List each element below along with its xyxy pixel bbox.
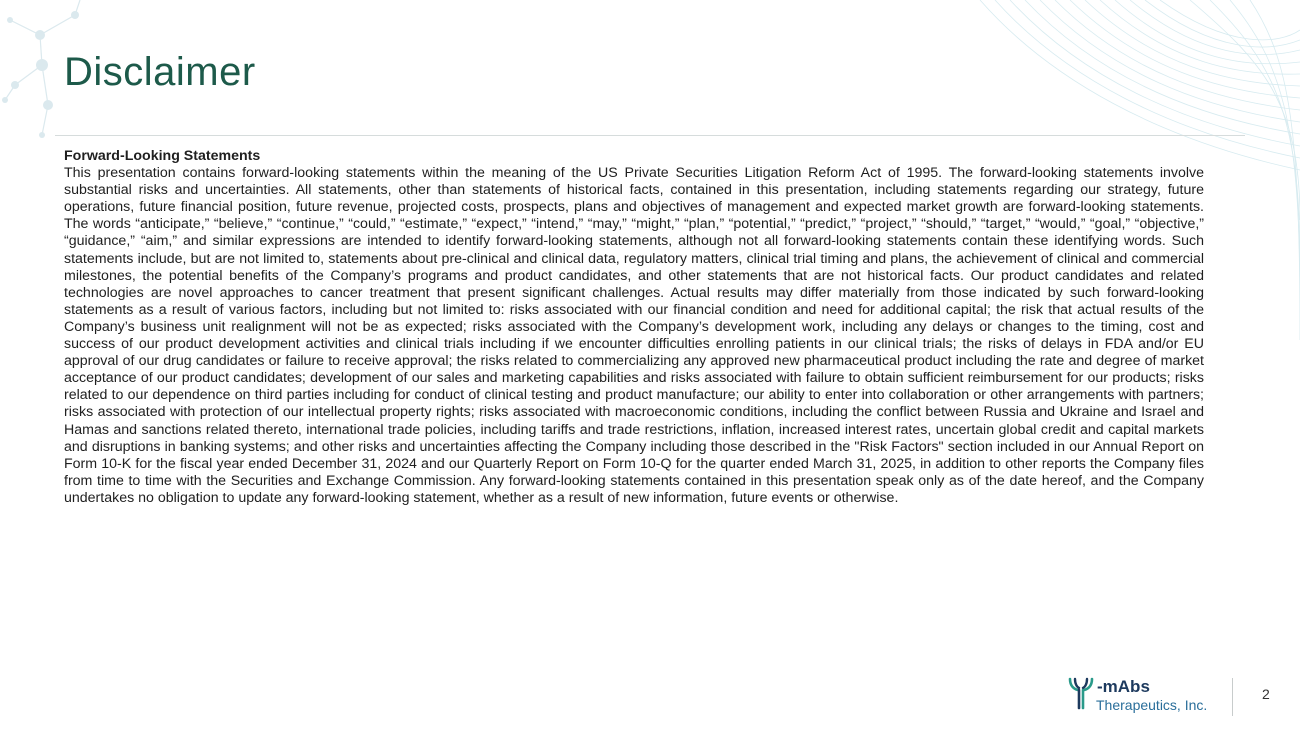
page-number: 2 — [1262, 686, 1270, 702]
page-title: Disclaimer — [64, 50, 256, 94]
title-divider — [55, 135, 1245, 136]
logo-name: -mAbs — [1097, 677, 1150, 696]
section-heading: Forward-Looking Statements — [64, 148, 261, 164]
company-logo — [1066, 674, 1226, 718]
y-mabs-logo-icon — [1066, 676, 1096, 710]
logo-subtitle: Therapeutics, Inc. — [1096, 697, 1208, 713]
disclaimer-body: This presentation contains forward-looking statements within the meaning of the US Private Securities Litigation Reform Act of 1995. The forward-looking statements involve substantial risks and uncertainties. All statements, other than statements of historical facts, contained in this presentation, including statements regarding our strategy, future operations, future financial position, future revenue, projected costs, prospects, plans and objectives of management and expected market growth are forward-looking statements. The words “anticipate,” “believe,” “continue,” “could,” “estimate,” “expect,” “intend,” “may,” “might,” “plan,” “potential,” “predict,” “project,” “should,” “target,” “would,” “goal,” “objective,” “guidance,” “aim,” and similar expressions are intended to identify forward-looking statements, although not all forward-looking statements contain these identifying words. Such statements include, but are not limited to, statements about pre-clinical and clinical data, regulatory matters, clinical trial timing and plans, the achievement of clinical and commercial milestones, the potential benefits of the Company’s programs and product candidates, and other statements that are not historical facts. Our product candidates and related technologies are novel approaches to cancer treatment that present significant challenges. Actual results may differ materially from those indicated by such forward-looking statements as a result of various factors, including but not limited to: risks associated with our financial condition and need for additional capital; the risk that actual results of the Company’s business unit realignment will not be as expected; risks associated with the Company’s development work, including any delays or changes to the timing, cost and success of our product development activities and clinical trials including if we encounter difficulties enrolling patients in our clinical trials; the risks of delays in FDA and/or EU approval of our drug candidates or failure to receive approval; the risks related to commercializing any approved new pharmaceutical product including the rate and degree of market acceptance of our product candidates; development of our sales and marketing capabilities and risks associated with failure to obtain sufficient reimbursement for our products; risks related to our dependence on third parties including for conduct of clinical testing and product manufacture; our ability to enter into collaboration or other arrangements with partners; risks associated with protection of our intellectual property rights; risks associated with macroeconomic conditions, including the conflict between Russia and Ukraine and Israel and Hamas and sanctions related thereto, international trade policies, including tariffs and trade restrictions, inflation, increased interest rates, uncertain global credit and capital markets and disruptions in banking systems; and other risks and uncertainties affecting the Company including those described in the "Risk Factors" section included in our Annual Report on Form 10-K for the fiscal year ended December 31, 2024 and our Quarterly Report on Form 10-Q for the quarter ended March 31, 2025, in addition to other reports the Company files from time to time with the Securities and Exchange Commission. Any forward-looking statements contained in this presentation speak only as of the date hereof, and the Company undertakes no obligation to update any forward-looking statement, whether as a result of new information, future events or otherwise. — [64, 165, 1204, 506]
disclaimer-content — [64, 148, 1204, 507]
footer-divider — [1232, 678, 1233, 716]
